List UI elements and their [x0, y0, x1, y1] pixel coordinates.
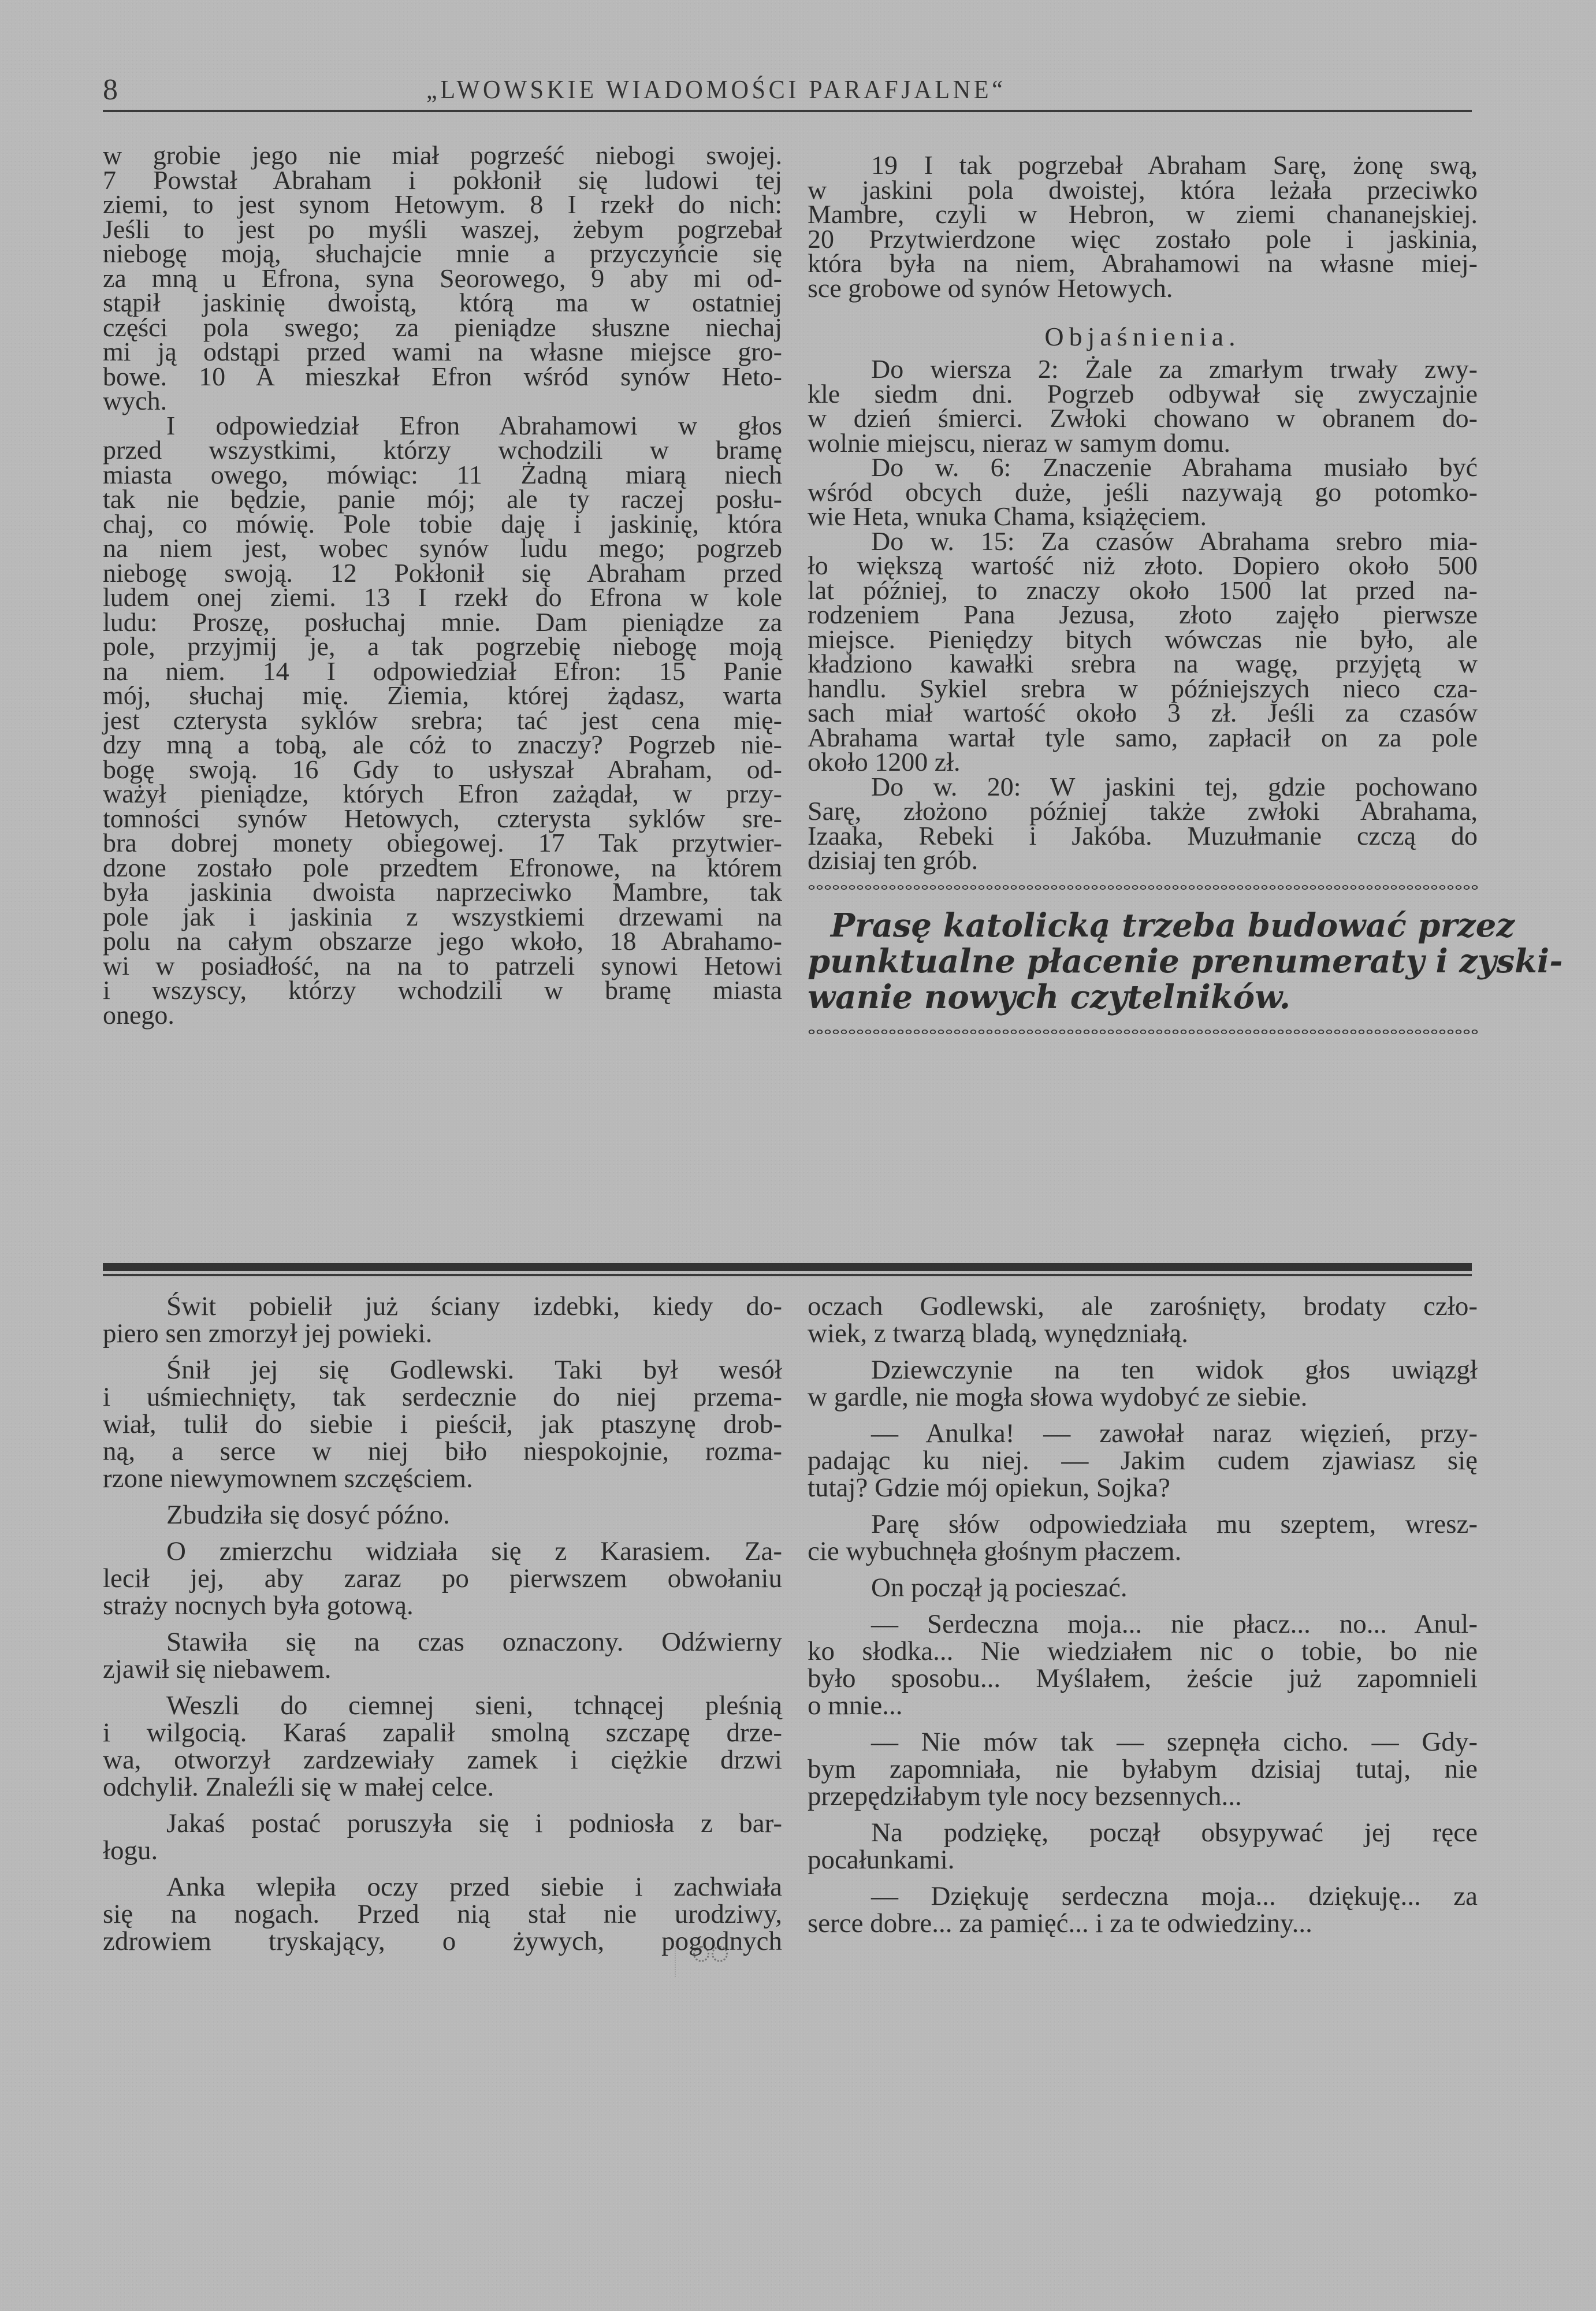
story-line: Dziewczynie na ten widok głos uwiązgł	[871, 1355, 1478, 1385]
scripture-line: ziemi, to jest synom Hetowym. 8 I rzekł do nich:	[103, 190, 782, 219]
story-line: rzone niewymownem szczęściem.	[103, 1463, 473, 1493]
story-line: ko słodka... Nie wiedziałem nic o tobie, bo nie	[808, 1636, 1478, 1666]
story-line: oczach Godlewski, ale zarośnięty, brodaty czło-	[808, 1291, 1478, 1321]
story-line: — Anulka! — zawołał naraz więzień, przy-	[871, 1418, 1478, 1448]
note-line: Do wiersza 2: Żale za zmarłym trwały zwy-	[871, 354, 1478, 384]
header-rule	[103, 110, 1472, 112]
scripture-line: była jaskinia dwoista naprzeciwko Mambre, tak	[103, 877, 782, 906]
scripture-line: bra dobrej monety obiegowej. 17 Tak przytwier-	[103, 828, 782, 857]
scripture-line: bogę swoją. 16 Gdy to usłyszał Abraham, od-	[103, 754, 782, 784]
promo-line: wanie nowych czytelników.	[808, 978, 1291, 1016]
story-line: przepędziłabym tyle nocy bezsennych...	[808, 1781, 1242, 1811]
story-line: bym zapomniała, nie byłabym dzisiaj tutaj, nie	[808, 1754, 1478, 1784]
ornamental-divider-bottom	[808, 1026, 1478, 1038]
note-line: około 1200 zł.	[808, 747, 961, 776]
scripture-line: w grobie jego nie miał pogrześć niebogi swojej.	[103, 140, 782, 170]
story-line: Anka wlepiła oczy przed siebie i zachwiała	[166, 1872, 782, 1902]
note-line: kładziono kawałki srebra na wagę, przyjętą w	[808, 649, 1478, 678]
scripture-line: części pola swego; za pieniądze słuszne niechaj	[103, 312, 782, 342]
note-line: Sarę, złożono później także zwłoki Abrahama,	[808, 796, 1478, 826]
story-line: łogu.	[103, 1836, 158, 1866]
scripture-line: jest czterysta syklów srebra; tać jest cena mię-	[103, 705, 782, 735]
scripture-line: mi ją odstąpi przed wami na własne miejsce gro-	[103, 337, 782, 366]
story-line: — Dziękuję serdeczna moja... dziękuję... za	[871, 1881, 1478, 1911]
story-line: On począł ją pocieszać.	[871, 1573, 1128, 1603]
story-line: odchylił. Znaleźli się w małej celce.	[103, 1772, 494, 1802]
scripture-line: stąpił jaskinię dwoistą, którą ma w ostatniej	[103, 288, 782, 317]
verse-block	[808, 150, 1478, 303]
note-line: Do w. 15: Za czasów Abrahama srebro mia-	[871, 526, 1478, 556]
verse-line: która była na niem, Abrahamowi na własne miej-	[808, 248, 1478, 278]
story-line: — Serdeczna moja... nie płacz... no... Anul-	[871, 1609, 1478, 1639]
note-line: lat później, to znaczy około 1500 lat przed na-	[808, 575, 1478, 605]
story-line: Parę słów odpowiedziała mu szeptem, wresz-	[871, 1509, 1478, 1539]
scripture-line: niebogę moją, słuchajcie mnie a przyczyńcie się	[103, 239, 782, 268]
verse-line: w jaskini pola dwoistej, która leżała przeciwko	[808, 174, 1478, 205]
scripture-line: dzone zostało pole przedtem Efronowe, na którem	[103, 852, 782, 882]
story-line: w gardle, nie mogła słowa wydobyć ze siebie.	[808, 1382, 1308, 1412]
story-line: tutaj? Gdzie mój opiekun, Sojka?	[808, 1473, 1170, 1503]
note-line: dzisiaj ten grób.	[808, 845, 979, 875]
story-line: Weszli do ciemnej sieni, tchnącej pleśnią	[166, 1690, 782, 1721]
story-line: pocałunkami.	[808, 1845, 955, 1875]
scripture-line: pole, przyjmij je, a tak pogrzebię niebogę moją	[103, 631, 782, 661]
scripture-line: polu na całym obszarze jego wkoło, 18 Abrahamo-	[103, 926, 782, 956]
promo-line: punktualne płacenie prenumeraty i zyski-	[808, 942, 1563, 980]
story-line: straży nocnych była gotową.	[103, 1591, 414, 1621]
notes-heading: Objaśnienia.	[1044, 322, 1241, 351]
story-line: serce dobre... za pamięć... i za te odwiedziny...	[808, 1908, 1312, 1938]
story-line: padając ku niej. — Jakim cudem zjawiasz się	[808, 1446, 1478, 1476]
story-line: O zmierzchu widziała się z Karasiem. Za-	[166, 1536, 782, 1566]
story-column-right	[808, 1293, 1478, 1937]
story-line: i uśmiechnięty, tak serdecznie do niej przema-	[103, 1382, 782, 1412]
verse-line: 20 Przytwierdzone więc zostało pole i jaskinia,	[808, 224, 1478, 254]
verse-line: sce grobowe od synów Hetowych.	[808, 273, 1173, 303]
notes-block	[808, 354, 1478, 875]
note-line: Do w. 20: W jaskini tej, gdzie pochowano	[871, 771, 1478, 801]
scripture-line: mój, słuchaj mię. Ziemia, której żądasz, warta	[103, 681, 782, 710]
story-line: cie wybuchnęła głośnym płaczem.	[808, 1536, 1182, 1566]
story-line: było sposobu... Myślałem, żeście już zapomnieli	[808, 1663, 1478, 1693]
story-line: wa, otworzył zardzewiały zamek i ciężkie drzwi	[103, 1745, 782, 1775]
story-line: Zbudziła się dosyć późno.	[166, 1500, 450, 1530]
scripture-line: miasta owego, mówiąc: 11 Żadną miarą niech	[103, 459, 782, 489]
note-line: Izaaka, Rebeki i Jakóba. Muzułmanie czczą do	[808, 820, 1478, 850]
section-divider-thin	[103, 1274, 1472, 1276]
scripture-line: bowe. 10 A mieszkał Efron wśród synów Heto-	[103, 361, 782, 391]
scripture-column-left	[103, 140, 782, 1030]
story-line: piero sen zmorzył jej powieki.	[103, 1318, 433, 1348]
note-line: Do w. 6: Znaczenie Abrahama musiało być	[871, 452, 1478, 482]
scripture-line: ludem onej ziemi. 13 I rzekł do Efrona w kole	[103, 582, 782, 612]
section-divider-thick	[103, 1263, 1472, 1271]
story-line: wiek, z twarzą bladą, wynędzniałą.	[808, 1318, 1188, 1348]
verse-line: 19 I tak pogrzebał Abraham Sarę, żonę swą,	[871, 150, 1478, 180]
note-line: Abrahama wartał tyle samo, zapłacił on za pole	[808, 722, 1478, 752]
stamp-mark	[675, 1941, 731, 1977]
scripture-line: za mną u Efrona, syna Seorowego, 9 aby mi od-	[103, 263, 782, 293]
story-line: — Nie mów tak — szepnęła cicho. — Gdy-	[871, 1727, 1478, 1757]
story-line: lecił jej, aby zaraz po pierwszem obwołaniu	[103, 1563, 782, 1593]
scripture-line: tomności synów Hetowych, czterysta syklów sre-	[103, 803, 782, 833]
story-line: Śnił jej się Godlewski. Taki był wesół	[166, 1355, 782, 1385]
masthead-title: „LWOWSKIE WIADOMOŚCI PARAFJALNE“	[426, 75, 1006, 104]
scripture-line: wi w posiadłość, na na to patrzeli synowi Hetowi	[103, 950, 782, 980]
story-line: ną, a serce w niej biło niespokojnie, rozma-	[103, 1436, 782, 1466]
note-line: miejsce. Pieniędzy bitych wówczas nie było, ale	[808, 624, 1478, 654]
scripture-line: przed wszystkimi, którzy wchodzili w bramę	[103, 435, 782, 465]
story-line: Świt pobielił już ściany izdebki, kiedy do-	[166, 1291, 782, 1321]
note-line: wśród obcych duże, jeśli nazywają go potomko-	[808, 477, 1478, 507]
scripture-line: na niem. 14 I odpowiedział Efron: 15 Panie	[103, 656, 782, 686]
note-line: wie Heta, wnuka Chama, książęciem.	[808, 501, 1207, 531]
scripture-line: 7 Powstał Abraham i pokłonił się ludowi tej	[103, 165, 782, 195]
note-line: wolnie miejscu, nieraz w samym domu.	[808, 428, 1231, 458]
scripture-line: I odpowiedział Efron Abrahamowi w głos	[166, 410, 782, 440]
scripture-line: Jeśli to jest po myśli waszej, żebym pogrzebał	[103, 214, 782, 244]
note-line: kle siedm dni. Pogrzeb odbywał się zwyczajnie	[808, 378, 1478, 408]
story-column-left	[103, 1293, 782, 1955]
scripture-line: tak nie będzie, panie mój; ale ty raczej posłu-	[103, 484, 782, 514]
section-divider	[103, 1263, 1472, 1278]
note-line: handlu. Sykiel srebra w późniejszych nieco cza-	[808, 673, 1478, 703]
story-line: Jakaś postać poruszyła się i podniosła z bar-	[166, 1808, 782, 1838]
note-line: ło większą wartość niż złoto. Dopiero około 500	[808, 551, 1478, 580]
story-line: zjawił się niebawem.	[103, 1654, 332, 1684]
page-header	[103, 68, 1472, 114]
story-line: wiał, tulił do siebie i pieścił, jak ptaszynę drob-	[103, 1409, 782, 1439]
scripture-line: na niem jest, wobec synów ludu mego; pogrzeb	[103, 533, 782, 563]
story-line: o mnie...	[808, 1690, 903, 1721]
scripture-line: onego.	[103, 1000, 174, 1030]
scripture-line: dzy mną a tobą, ale cóż to znaczy? Pogrzeb nie-	[103, 730, 782, 759]
story-line: zdrowiem tryskający, o żywych, pogodnych	[103, 1926, 782, 1956]
story-line: i wilgocią. Karaś zapalił smolną szczapę drze-	[103, 1718, 782, 1748]
note-line: w dzień śmierci. Zwłoki chowano w obranem do-	[808, 403, 1478, 433]
promo-notice	[808, 906, 1563, 1016]
story-line: Stawiła się na czas oznaczony. Odźwierny	[166, 1627, 782, 1657]
scripture-line: wych.	[103, 386, 168, 415]
story-line: Na podziękę, począł obsypywać jej ręce	[871, 1818, 1478, 1848]
scripture-line: ludu: Proszę, posłuchaj mnie. Dam pieniądze za	[103, 607, 782, 637]
note-line: sach miał wartość około 3 zł. Jeśli za czasów	[808, 698, 1478, 727]
story-line: się na nogach. Przed nią stał nie urodziwy,	[103, 1899, 782, 1929]
verse-line: Mambre, czyli w Hebron, w ziemi chananejskiej.	[808, 199, 1478, 229]
scripture-line: niebogę swoją. 12 Pokłonił się Abraham przed	[103, 558, 782, 588]
scripture-line: ważył pieniądze, których Efron zażądał, w przy-	[103, 779, 782, 808]
scripture-line: pole jak i jaskinia z wszystkiemi drzewami na	[103, 901, 782, 931]
scripture-line: i wszyscy, którzy wchodzili w bramę miasta	[103, 975, 782, 1005]
page-number: 8	[103, 73, 118, 106]
scripture-column-right	[808, 150, 1563, 1046]
ornamental-divider-top	[808, 881, 1478, 894]
promo-line: Prasę katolicką trzeba budować przez	[831, 906, 1515, 945]
scripture-line: chaj, co mówię. Pole tobie daję i jaskinię, która	[103, 508, 782, 538]
note-line: rodzeniem Pana Jezusa, złoto zajęło pierwsze	[808, 600, 1478, 629]
